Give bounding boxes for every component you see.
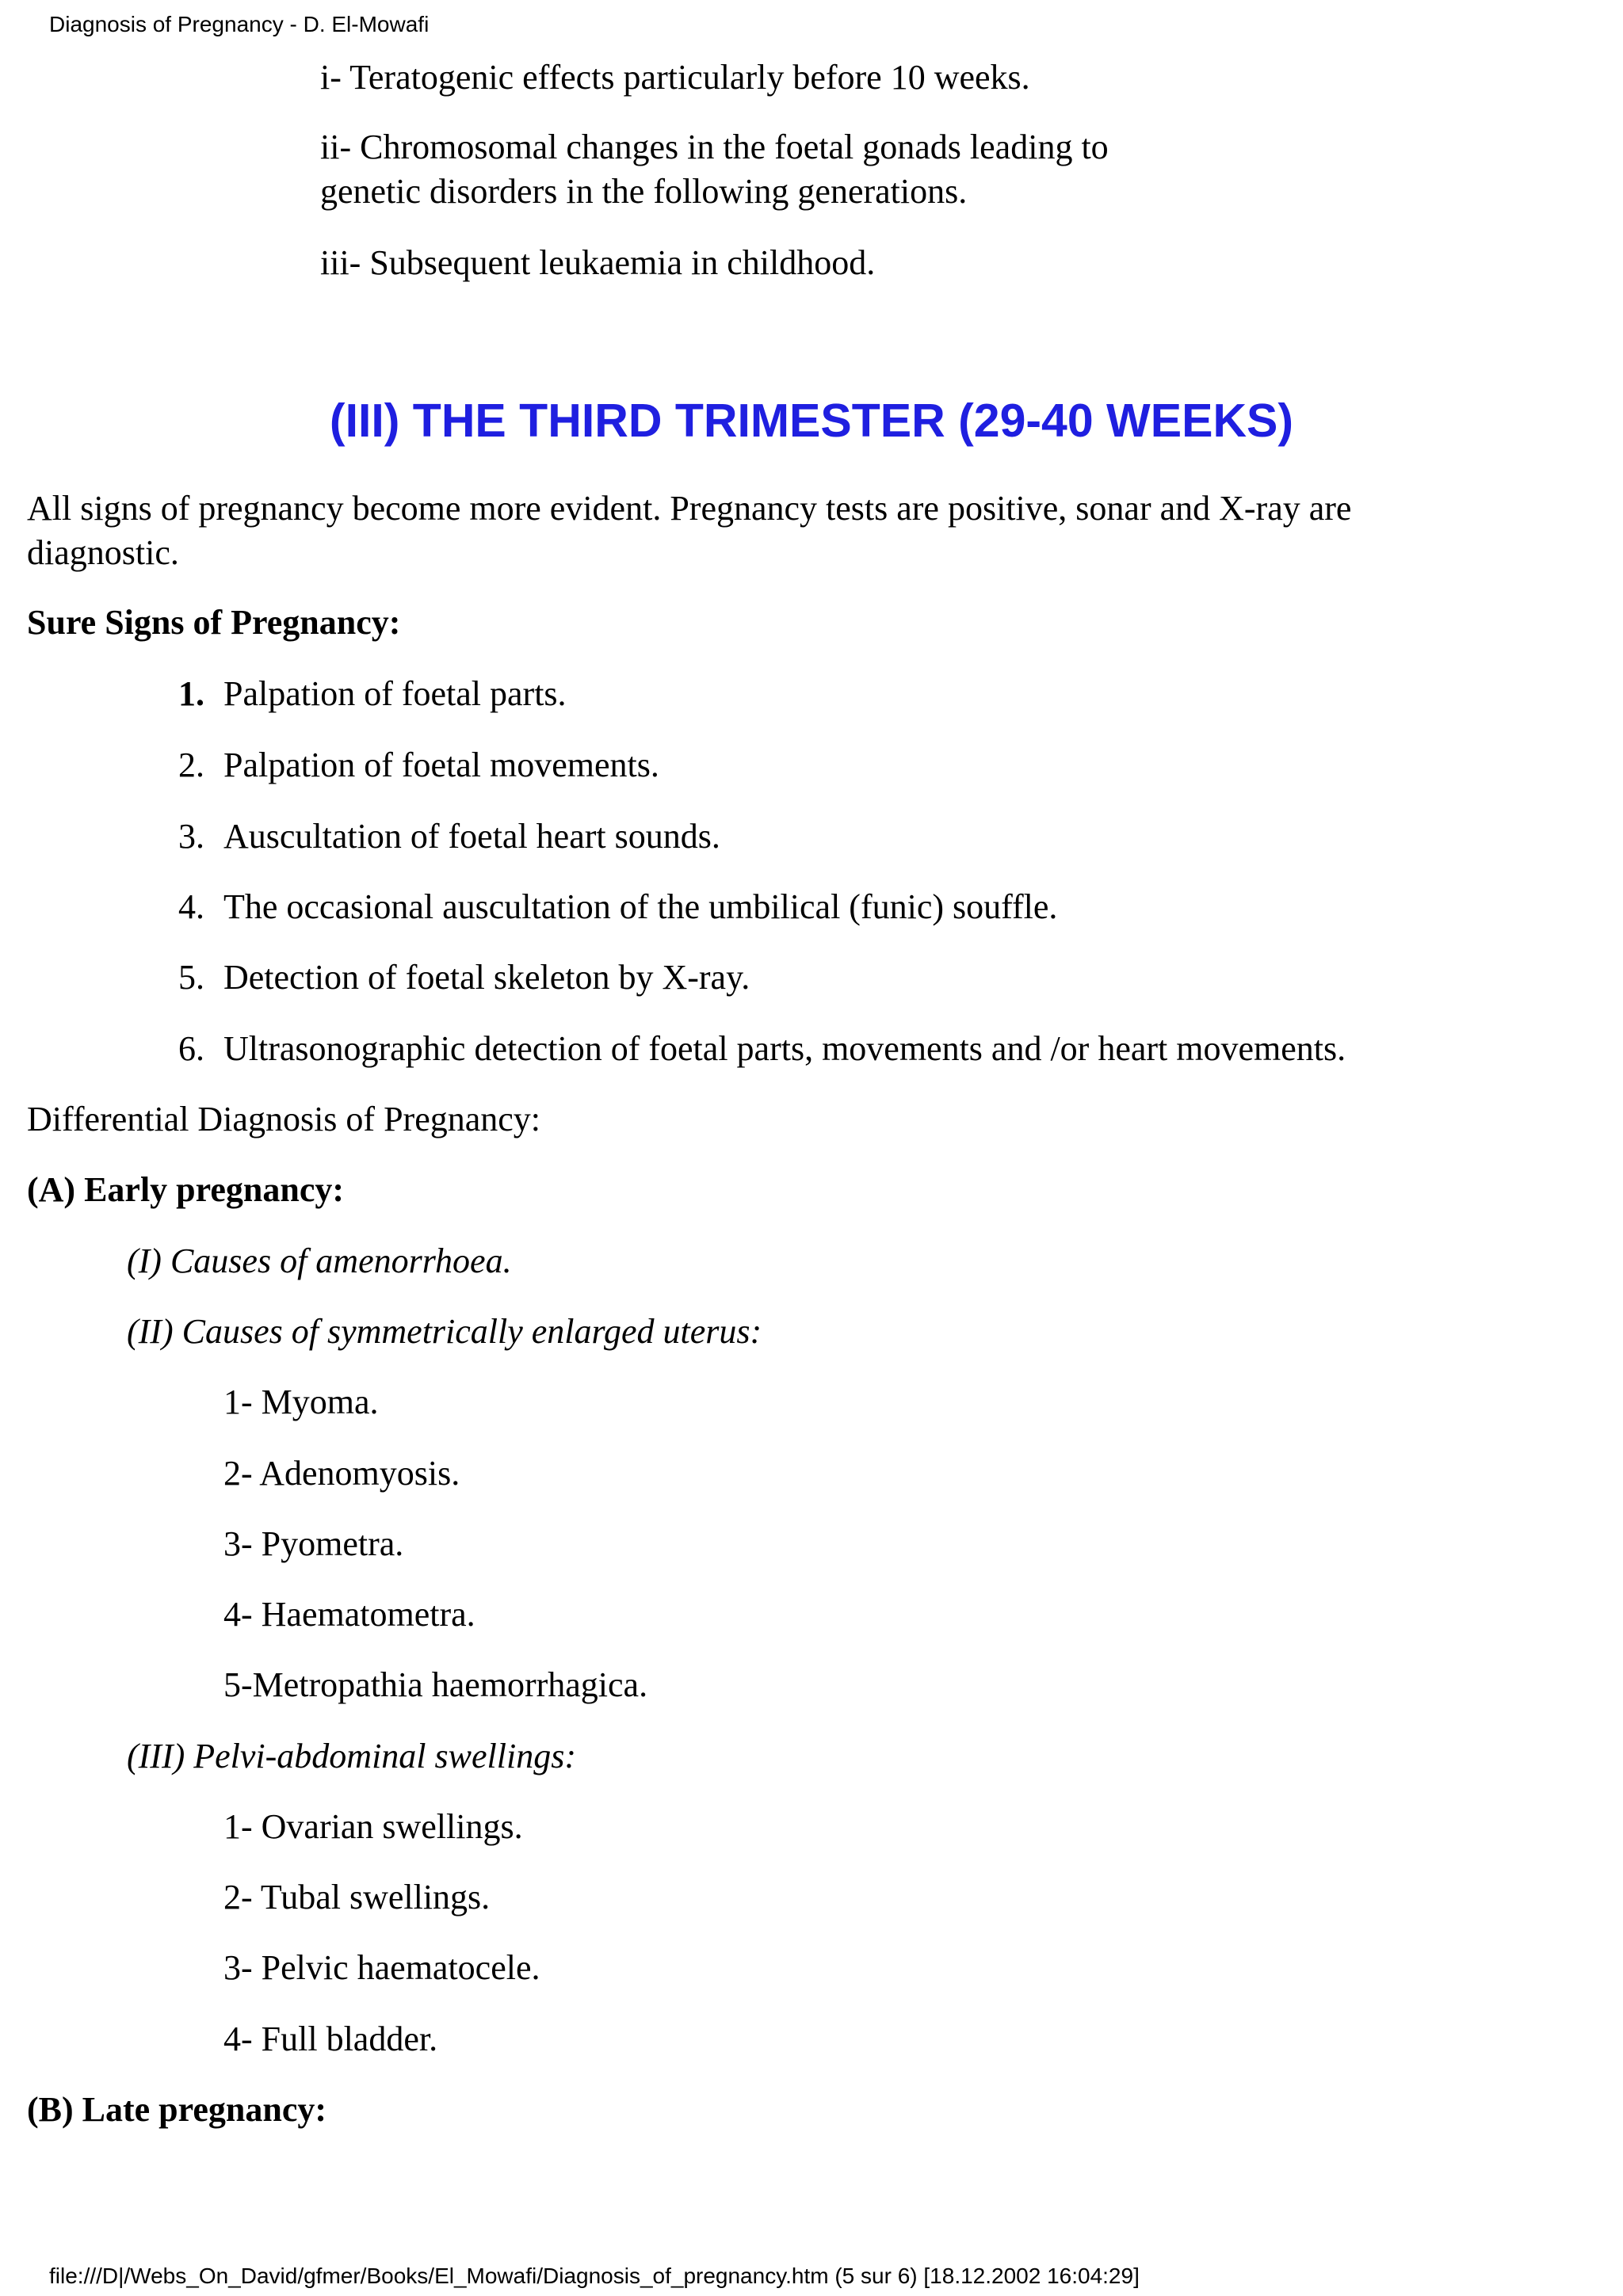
list-number: 5. [178,958,204,997]
list-number: 3. [178,817,204,856]
page-header-title: Diagnosis of Pregnancy - D. El-Mowafi [49,12,430,36]
pelvi-abdominal-item: 2- Tubal swellings. [223,1878,491,1917]
late-pregnancy-title: (B) Late pregnancy: [27,2090,327,2129]
intro-paragraph-line: All signs of pregnancy become more evident. Pregnancy tests are positive, sonar and X-ray are [27,489,1352,528]
enlarged-uterus-item: 3- Pyometra. [223,1524,404,1563]
pelvi-abdominal-title: (III) Pelvi-abdominal swellings: [127,1737,576,1775]
pelvi-abdominal-item: 3- Pelvic haematocele. [223,1948,540,1987]
intro-paragraph-line: diagnostic. [27,533,179,572]
radiation-effect-item: ii- Chromosomal changes in the foetal gonads leading to [320,128,1109,166]
list-number: 1. [178,674,204,713]
enlarged-uterus-item: 2- Adenomyosis. [223,1454,460,1493]
sure-sign-item: Palpation of foetal parts. [223,674,567,713]
list-number: 2. [178,746,204,784]
sure-sign-item: Auscultation of foetal heart sounds. [223,817,720,856]
section-heading: (III) THE THIRD TRIMESTER (29-40 WEEKS) [329,395,1294,447]
list-number: 4. [178,887,204,926]
pelvi-abdominal-item: 4- Full bladder. [223,2019,438,2058]
radiation-effect-item: iii- Subsequent leukaemia in childhood. [320,243,876,282]
enlarged-uterus-item: 4- Haematometra. [223,1595,475,1634]
sure-sign-item: Palpation of foetal movements. [223,746,659,784]
enlarged-uterus-item: 1- Myoma. [223,1383,379,1421]
differential-title: Differential Diagnosis of Pregnancy: [27,1100,541,1138]
sure-sign-item: The occasional auscultation of the umbilical (funic) souffle. [223,887,1058,926]
enlarged-uterus-title: (II) Causes of symmetrically enlarged uterus: [127,1312,762,1351]
enlarged-uterus-item: 5-Metropathia haemorrhagica. [223,1665,648,1704]
sure-sign-item: Ultrasonographic detection of foetal parts, movements and /or heart movements. [223,1029,1346,1068]
amenorrhoea-causes: (I) Causes of amenorrhoea. [127,1241,512,1280]
sure-signs-title: Sure Signs of Pregnancy: [27,603,401,642]
page-footer-path: file:///D|/Webs_On_David/gfmer/Books/El_Mowafi/Diagnosis_of_pregnancy.htm (5 sur 6) [18.12.2002 16:04:29] [49,2264,1140,2288]
list-number: 6. [178,1029,204,1068]
radiation-effect-item: i- Teratogenic effects particularly before 10 weeks. [320,58,1030,97]
pelvi-abdominal-item: 1- Ovarian swellings. [223,1807,523,1846]
sure-sign-item: Detection of foetal skeleton by X-ray. [223,958,750,997]
radiation-effect-item-continued: genetic disorders in the following generations. [320,172,968,211]
early-pregnancy-title: (A) Early pregnancy: [27,1170,345,1209]
